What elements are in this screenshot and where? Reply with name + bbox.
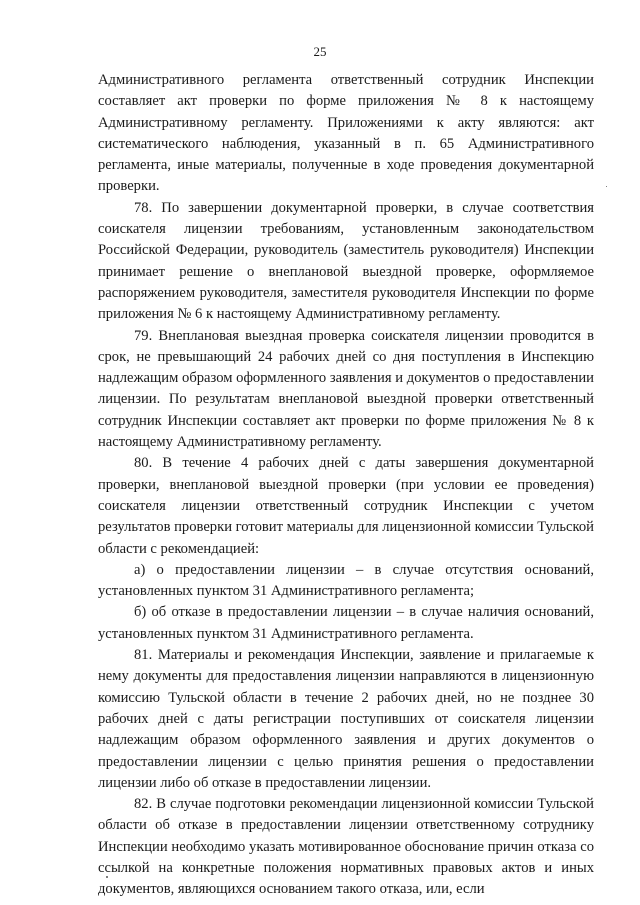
document-body bbox=[98, 70, 594, 901]
paragraph-item-78: 78. По завершении документарной проверки, в случае соответствия соискателя лицензии требованиям, установленным законодательством Российской Федерации, руководитель (заместитель руководителя) Инспекции принимает решение о внеплановой выездной проверке, оформляемое распоряжением руководителя, заместителя руководителя Инспекции по форме приложения № 6 к настоящему Административному регламенту. bbox=[98, 199, 594, 323]
scan-speck bbox=[106, 876, 108, 878]
paragraph-item-81: 81. Материалы и рекомендация Инспекции, заявление и прилагаемые к нему документы для предоставления лицензии направляются в лицензионную комиссию Тульской области в течение 2 рабочих дней, но не позднее 30 рабочих дней с даты регистрации поступивших от соискателя лицензии надлежащим образом оформленного заявления и других документов о предоставлении лицензии с целью принятия решения о предоставлении лицензии либо об отказе в предоставлении лицензии. bbox=[98, 647, 594, 791]
paragraph-item-80: 80. В течение 4 рабочих дней с даты завершения документарной проверки, внеплановой выездной проверки (при условии ее проведения) соискателя лицензии ответственный сотрудник Инспекции с учетом результатов проверки готовит материалы для лицензионной комиссии Тульской области с рекомендацией: bbox=[98, 455, 594, 557]
paragraph-continuation: Административного регламента ответственный сотрудник Инспекции составляет акт проверки по форме приложения № 8 к настоящему Административному регламенту. Приложениями к акту являются: акт систематического наблюдения, указанный в п. 65 Административного регламента, иные материалы, полученные в ходе проведения документарной проверки. bbox=[98, 72, 594, 195]
paragraph-item-82: 82. В случае подготовки рекомендации лицензионной комиссии Тульской области об отказе в предоставлении лицензии ответственному сотруднику Инспекции необходимо указать мотивированное обоснование причин отказа со ссылкой на конкретные положения нормативных правовых актов и иных документов, являющихся основанием такого отказа, или, если bbox=[98, 796, 594, 898]
page-number: 25 bbox=[313, 44, 327, 59]
paragraph-item-80-b: б) об отказе в предоставлении лицензии – в случае наличия оснований, установленных пунктом 31 Административного регламента. bbox=[98, 604, 594, 642]
scan-speck bbox=[606, 186, 607, 187]
paragraph-item-79: 79. Внеплановая выездная проверка соискателя лицензии проводится в срок, не превышающий 24 рабочих дней со дня поступления в Инспекцию надлежащим образом оформленного заявления и документов о предоставлении лицензии. По результатам внеплановой выездной проверки ответственный сотрудник Инспекции составляет акт проверки по форме приложения № 8 к настоящему Административному регламенту. bbox=[98, 327, 594, 451]
paragraph-item-80-a: а) о предоставлении лицензии – в случае отсутствия оснований, установленных пунктом 31 Административного регламента; bbox=[98, 561, 594, 600]
